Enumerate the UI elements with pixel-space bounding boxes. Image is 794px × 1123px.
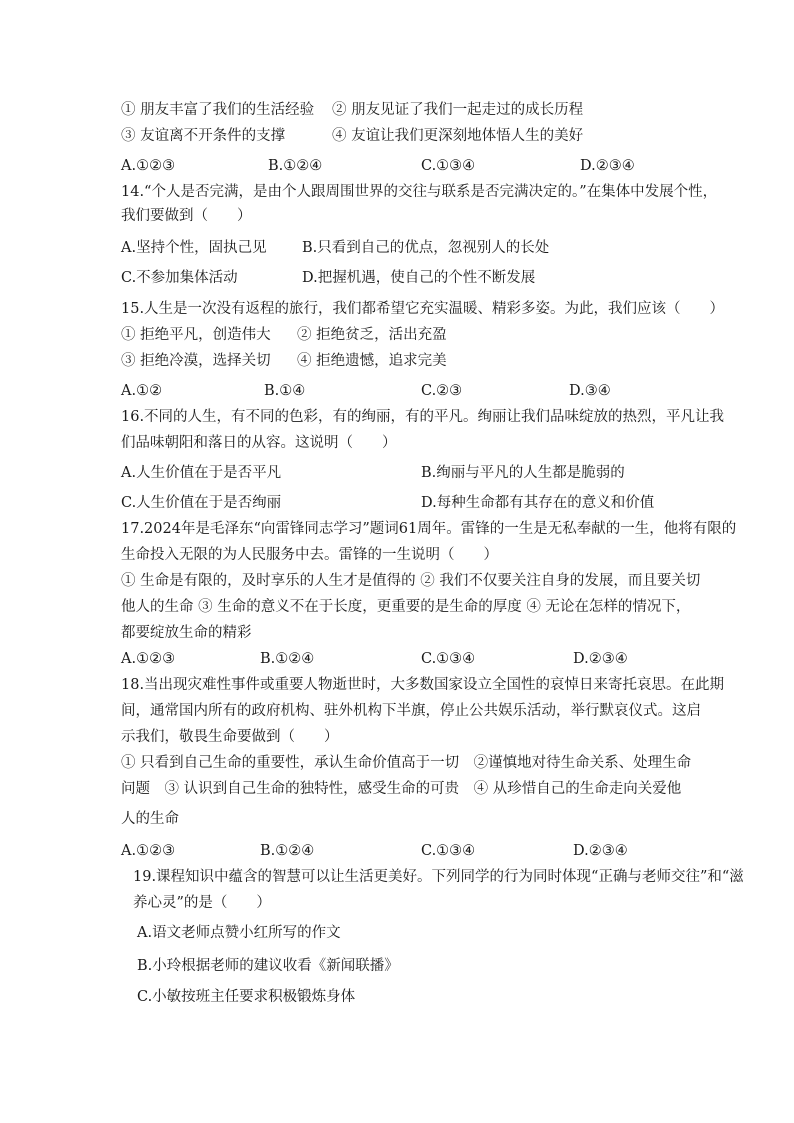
- q16-stem-line-1: 16.不同的人生，有不同的色彩，有的绚丽，有的平凡。绚丽让我们品味绽放的热烈，平凡让我: [121, 409, 725, 425]
- q15-statement-2: ② 拒绝贫乏，活出充盈: [297, 327, 447, 343]
- q18-choice-a: A.①②③: [121, 843, 176, 859]
- q17-choice-d: D.②③④: [573, 651, 628, 667]
- q17-body-line-3: 都要绽放生命的精彩: [121, 625, 252, 641]
- q19-stem-line-1: 19.课程知识中蕴含的智慧可以让生活更美好。下列同学的行为同时体现“正确与老师交往”和“滋: [133, 869, 744, 885]
- q13-choice-b: B.①②④: [268, 158, 323, 174]
- q15-choice-d: D.③④: [569, 383, 611, 399]
- q18-stem-line-3: 示我们，敬畏生命要做到（ ）: [121, 729, 339, 745]
- q19-option-c: C.小敏按班主任要求积极锻炼身体: [137, 989, 356, 1005]
- q17-choice-b: B.①②④: [260, 651, 315, 667]
- q19-stem-line-2: 养心灵”的是（ ）: [133, 895, 271, 911]
- q16-option-d: D.每种生命都有其存在的意义和价值: [421, 495, 655, 511]
- q13-choice-d: D.②③④: [580, 158, 635, 174]
- q16-option-b: B.绚丽与平凡的人生都是脆弱的: [421, 465, 625, 481]
- q17-body-line-2: 他人的生命 ③ 生命的意义不在于长度，更重要的是生命的厚度 ④ 无论在怎样的情况下，: [121, 599, 691, 615]
- q18-body-line-2: 问题 ③ 认识到自己生命的独特性，感受生命的可贵 ④ 从珍惜自己的生命走向关爱他: [121, 781, 682, 797]
- q18-choice-d: D.②③④: [573, 843, 628, 859]
- q15-choice-c: C.②③: [421, 383, 463, 399]
- q13-choice-a: A.①②③: [121, 158, 176, 174]
- q17-stem-line-1: 17.2024年是毛泽东“向雷锋同志学习”题词61周年。雷锋的一生是无私奉献的一生，他将有限的: [121, 521, 737, 537]
- q18-stem-line-2: 间，通常国内所有的政府机构、驻外机构下半旗，停止公共娱乐活动，举行默哀仪式。这启: [121, 703, 701, 719]
- q14-stem-line-2: 我们要做到（ ）: [121, 208, 252, 224]
- q15-statement-3: ③ 拒绝冷漠，选择关切: [121, 353, 271, 369]
- q14-stem-line-1: 14.“个人是否完满，是由个人跟周围世界的交往与联系是否完满决定的。”在集体中发展个性，: [121, 184, 718, 200]
- q13-statement-4: ④ 友谊让我们更深刻地体悟人生的美好: [332, 128, 584, 144]
- q14-option-a: A.坚持个性，固执己见: [121, 240, 267, 256]
- q17-choice-c: C.①③④: [421, 651, 476, 667]
- q16-stem-line-2: 们品味朝阳和落日的从容。这说明（ ）: [121, 435, 397, 451]
- q15-statement-4: ④ 拒绝遗憾，追求完美: [297, 353, 447, 369]
- q13-statement-1: ① 朋友丰富了我们的生活经验: [121, 102, 315, 118]
- q18-choice-c: C.①③④: [421, 843, 476, 859]
- q18-choice-b: B.①②④: [260, 843, 315, 859]
- q18-body-line-1: ① 只看到自己生命的重要性，承认生命价值高于一切 ②谨慎地对待生命关系、处理生命: [121, 755, 692, 771]
- q15-stem: 15.人生是一次没有返程的旅行，我们都希望它充实温暖、精彩多姿。为此，我们应该（ ）: [121, 301, 725, 317]
- q13-statement-3: ③ 友谊离不开条件的支撑: [121, 128, 286, 144]
- q16-option-c: C.人生价值在于是否绚丽: [121, 495, 282, 511]
- q13-choice-c: C.①③④: [421, 158, 476, 174]
- q14-option-d: D.把握机遇，使自己的个性不断发展: [302, 270, 536, 286]
- q14-option-b: B.只看到自己的优点，忽视别人的长处: [302, 240, 550, 256]
- q16-option-a: A.人生价值在于是否平凡: [121, 465, 282, 481]
- q13-statement-2: ② 朋友见证了我们一起走过的成长历程: [332, 102, 584, 118]
- q18-stem-line-1: 18.当出现灾难性事件或重要人物逝世时，大多数国家设立全国性的哀悼日来寄托哀思。在此期: [121, 677, 725, 693]
- q17-body-line-1: ① 生命是有限的，及时享乐的人生才是值得的 ② 我们不仅要关注自身的发展，而且要关切: [121, 573, 701, 589]
- q14-option-c: C.不参加集体活动: [121, 270, 238, 286]
- q15-choice-a: A.①②: [121, 383, 163, 399]
- q19-option-b: B.小玲根据老师的建议收看《新闻联播》: [137, 958, 399, 974]
- q17-choice-a: A.①②③: [121, 651, 176, 667]
- q18-body-line-3: 人的生命: [121, 811, 179, 827]
- q15-choice-b: B.①④: [264, 383, 306, 399]
- q19-option-a: A.语文老师点赞小红所写的作文: [137, 925, 341, 941]
- q17-stem-line-2: 生命投入无限的为人民服务中去。雷锋的一生说明（ ）: [121, 547, 498, 563]
- q15-statement-1: ① 拒绝平凡，创造伟大: [121, 327, 271, 343]
